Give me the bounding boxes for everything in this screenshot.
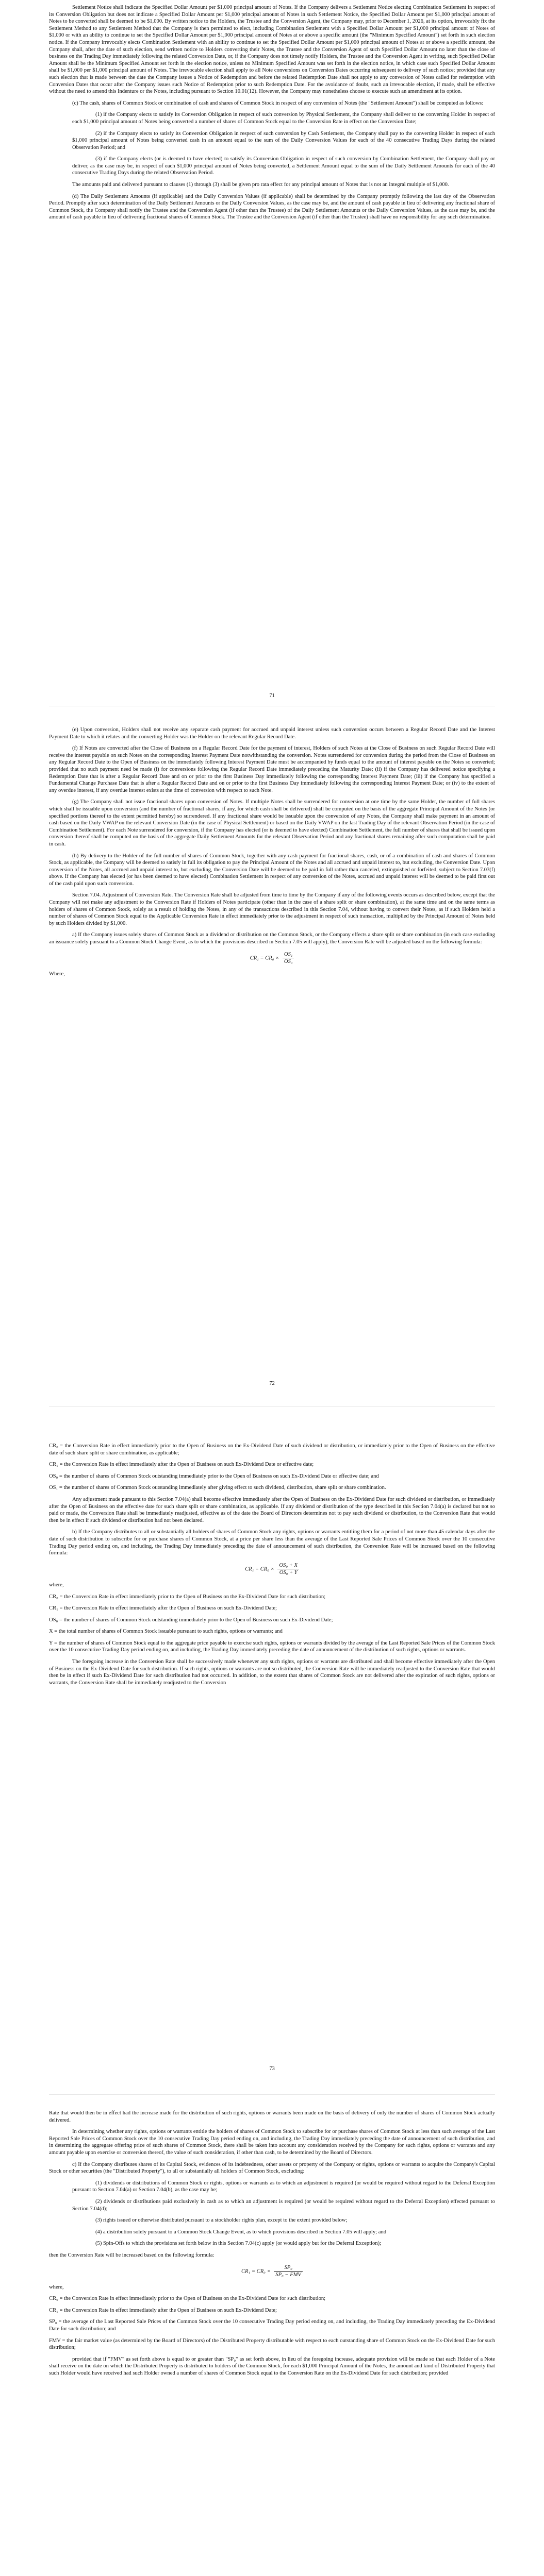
definition: FMV = the fair market value (as determined by the Board of Directors) of the Distributed Property distributable with respect to each outstanding share of Common Stock on the Ex-Dividend Date for such distribution; (49, 2337, 495, 2351)
page-divider (49, 1406, 495, 1407)
paragraph: Any adjustment made pursuant to this Section 7.04(a) shall become effective immediately after the Open of Business on the Ex-Dividend Date for such dividend or distribution, or immediately after the Open of Business on the effective date for such share split or share combination, as applicable. If any dividend or distribution of the type described in this Section 7.04(a) is declared but not so paid or made, the Conversion Rate shall be immediately readjusted, effective as of the date the Board of Directors determines not to pay such dividend or distribution, to the Conversion Rate that would then be in effect if such dividend or distribution had not been declared. (49, 1496, 495, 1523)
page-73-body (49, 1443, 495, 1691)
formula-denominator: OS₀ (284, 959, 293, 965)
formula-fraction (277, 1562, 299, 1577)
definition: CR₁ = the Conversion Rate in effect immediately after the Open of Business on such Ex-Dividend Date or effective date; (49, 1462, 314, 1468)
formula-lhs: CR₁ = CR₀ × (241, 2268, 271, 2275)
definition: SP₀ = the average of the Last Reported Sale Prices of the Common Stock over the 10 consecutive Trading Day period ending on, and including, the Trading Day immediately preceding the Ex-Dividend Date for such distribution; and (49, 2319, 495, 2332)
formula-share-dividend (49, 951, 495, 965)
definition: CR₁ = the Conversion Rate in effect immediately after the Open of Business on such Ex-Dividend Date; (49, 1605, 277, 1612)
paragraph: In determining whether any rights, options or warrants entitle the holders of shares of Common Stock to subscribe for or purchase shares of Common Stock at less than such average of the Last Reported Sale Prices of Common Stock over the 10 consecutive Trading Day period ending on, and including, the Trading Day immediately preceding the date of announcement of such distribution, and in determining the aggregate offering price of such shares of Common Stock, there shall be taken into account any consideration received by the Company for such rights, options or warrants and any amount payable upon exercise or conversion thereof, the value of such consideration, if other than cash, to be determined by the Board of Directors. (49, 2129, 495, 2156)
formula-lhs: CR₁ = CR₀ × (250, 955, 279, 961)
list-item: (3) rights issued or otherwise distributed pursuant to a stockholder rights plan, except to the extent provided below; (95, 2217, 348, 2224)
definition: CR₀ = the Conversion Rate in effect immediately prior to the Open of Business on the Ex-Dividend Date of such dividend or distribution, or immediately prior to the Open of Business on the effective date of such share split or share combination, as applicable; (49, 1443, 495, 1456)
list-item: (3) if the Company elects (or is deemed to have elected) to satisfy its Conversion Obligation in respect of such conversion by Combination Settlement, the Company shall pay or deliver, as the case may be, in respect of each $1,000 principal amount of Notes being converted, a Settlement Amount equal to the sum of the Daily Settlement Amounts for each of the 40 consecutive Trading Days during the related Observation Period. (72, 156, 495, 176)
paragraph: a) If the Company issues solely shares of Common Stock as a dividend or distribution on the Common Stock, or the Company effects a share split or share combination (in each case excluding an issuance solely pursuant to a Common Stock Change Event, as to which the provisions described in Section 7.05 will apply), the Conversion Rate will be adjusted based on the following formula: (49, 932, 495, 945)
paragraph: (e) Upon conversion, Holders shall not receive any separate cash payment for accrued and unpaid interest unless such conversion occurs between a Regular Record Date and the Interest Payment Date to which it relates and the converting Holder was the Holder on the relevant Regular Record Date. (49, 727, 495, 740)
page-number: 73 (269, 2066, 275, 2072)
formula-numerator: OS₀ + X (277, 1562, 299, 1570)
formula-fraction (274, 2264, 303, 2279)
definition: OS₁ = the number of shares of Common Stock outstanding immediately after giving effect to such dividend, distribution, share split or share combination. (49, 1485, 386, 1491)
formula-denominator: OS₀ + Y (279, 1570, 298, 1576)
list-item: (2) dividends or distributions paid exclusively in cash as to which an adjustment is required (or would be required without regard to the Deferral Exception) effected pursuant to Section 7.04(d); (72, 2198, 495, 2212)
formula-denominator: SP₀ − FMV (275, 2272, 301, 2278)
section-paragraph: Section 7.04. Adjustment of Conversion Rate. The Conversion Rate shall be adjusted from time to time by the Company if any of the following events occurs as described below, except that the Company will not make any adjustment to the Conversion Rate if Holders of Notes participate (other than in the case of a share split or share combination), at the same time and on the same terms as holders of shares of Common Stock, solely as a result of holding the Notes, in any of the transactions described in this Section 7.04, without having to convert their Notes, as if such Holders held a number of shares of Common Stock equal to the Applicable Conversion Rate in effect immediately prior to the adjustment in respect of such transaction, multiplied by the Principal Amount of Notes held by such Holders divided by $1,000. (49, 892, 495, 926)
formula-distributed-property (49, 2264, 495, 2279)
list-item: (5) Spin-Offs to which the provisions set forth below in this Section 7.04(c) apply (or would apply but for the Deferral Exception); (95, 2241, 382, 2247)
paragraph: Settlement Notice shall indicate the Specified Dollar Amount per $1,000 principal amount of Notes. If the Company delivers a Settlement Notice electing Combination Settlement in respect of its Conversion Obligation but does not indicate a Specified Dollar Amount per $1,000 principal amount of Notes in such Settlement Notice, the Specified Dollar Amount per $1,000 principal amount of Notes to be converted shall be deemed to be $1,000. By written notice to the Holders, the Trustee and the Conversion Agent, the Company may, prior to December 1, 2026, at its option, irrevocably fix the Settlement Method to any Settlement Method that the Company is then permitted to elect, including Combination Settlement with a Specified Dollar Amount per $1,000 principal amount of Notes of $1,000 or with an ability to continue to set the Specified Dollar Amount per $1,000 principal amount of Notes at or above a specific amount (the "Minimum Specified Amount") set forth in such election notice. If the Company irrevocably elects Combination Settlement with an ability to continue to set the Specified Dollar Amount per $1,000 principal amount of Notes at or above a specific amount, the Company shall, after the date of such election, send written notice to Holders converting their Notes, the Trustee and the Conversion Agent of such Specified Dollar Amount no later than the close of business on the Trading Day immediately following the related Conversion Date, or, if the Company does not timely notify Holders, the Trustee and the Conversion Agent in writing, such Specified Dollar Amount shall be the Minimum Specified Amount set forth in the election notice, unless no Minimum Specified Amount was set forth in the election notice, in which case such Specified Dollar Amount shall be $1,000 per $1,000 principal amount of Notes. The irrevocable election shall apply to all Note conversions on Conversion Dates occurring subsequent to delivery of such notice; provided that any such election that is made between the date the Company issues a Notice of Redemption and before the related Redemption Date shall not apply to any conversion of Notes called for redemption with Conversion Dates that occur after the Company issues such Notice of Redemption prior to such Redemption Date. For the avoidance of doubt, such an irrevocable election, if made, shall be effective without the need to amend this Indenture or the Notes, including pursuant to Section 10.01(12). However, the Company may nonetheless choose to execute such an amendment at its option. (49, 5, 495, 95)
definition: X = the total number of shares of Common Stock issuable pursuant to such rights, options or warrants; and (49, 1629, 283, 1635)
paragraph: provided that if "FMV" as set forth above is equal to or greater than "SP₀" as set forth above, in lieu of the foregoing increase, adequate provision will be made so that each Holder of a Note shall receive on the date on which the Distributed Property is distributed to holders of the Common Stock, for each $1,000 Principal Amount of the Notes, the amount and kind of Distributed Property that such Holder would have received had such Holder owned a number of shares of Common Stock equal to the Conversion Rate on the Ex-Dividend Date for such distribution; provided (49, 2356, 495, 2377)
formula-numerator: OS₁ (283, 951, 294, 959)
paragraph: b) If the Company distributes to all or substantially all holders of shares of Common Stock any rights, options or warrants entitling them for a period of not more than 45 calendar days after the date of such distribution to subscribe for or purchase shares of Common Stock, at a price per share less than the average of the Last Reported Sale Prices of Common Stock over the 10 consecutive Trading Day period ending on, and including, the Trading Day immediately preceding the date of announcement of such distribution, the Conversion Rate will be increased based on the following formula: (49, 1529, 495, 1556)
paragraph: The amounts paid and delivered pursuant to clauses (1) through (3) shall be given pro rata effect for any principal amount of Notes that is not an integral multiple of $1,000. (72, 182, 449, 188)
where-label: where, (49, 2284, 64, 2290)
where-label: where, (49, 1582, 64, 1588)
formula-fraction (283, 951, 294, 965)
definition: CR₁ = the Conversion Rate in effect immediately after the Open of Business on such Ex-Dividend Date; (49, 2307, 277, 2313)
paragraph: Rate that would then be in effect had the increase made for the distribution of such rights, options or warrants been made on the basis of delivery of only the number of shares of Common Stock actually delivered. (49, 2110, 495, 2123)
paragraph: (g) The Company shall not issue fractional shares upon conversion of Notes. If multiple Notes shall be surrendered for conversion at one time by the same Holder, the number of full shares which shall be issuable upon conversion (and the number of fractional shares, if any, for which cash shall be delivered) shall be computed on the basis of the aggregate Principal Amount of the Notes (or specified portions thereof to the extent permitted hereby) so surrendered. If any fractional share would be issuable upon the conversion of any Notes, the Company shall make payment in an amount of cash based on the Daily VWAP on the relevant Conversion Date (in the case of Physical Settlement) or based on the Daily VWAP on the last Trading Day of the relevant Observation Period (in the case of Combination Settlement). For each Note surrendered for conversion, if the Company has elected (or is deemed to have elected) Combination Settlement, the full number of shares that shall be issued upon conversion thereof shall be computed on the basis of the aggregate Daily Settlement Amounts for the relevant Observation Period and any fractional shares remaining after such computation shall be paid in cash. (49, 799, 495, 847)
paragraph: then the Conversion Rate will be increased based on the following formula: (49, 2252, 215, 2258)
definition: Y = the number of shares of Common Stock equal to the aggregate price payable to exercise such rights, options or warrants divided by the average of the Last Reported Sale Prices of the Common Stock over the 10 consecutive Trading Day period ending on, and including, the Trading Day immediately preceding the date of announcement of the distribution of such rights, options or warrants. (49, 1640, 495, 1653)
page-71-body (49, 4, 495, 226)
list-item: (4) a distribution solely pursuant to a Common Stock Change Event, as to which provisions described in Section 7.05 will apply; and (95, 2229, 387, 2235)
page-74-body (49, 2110, 495, 2382)
list-item: (2) if the Company elects to satisfy its Conversion Obligation in respect of such conversion by Cash Settlement, the Company shall pay to the converting Holder in respect of each $1,000 principal amount of Notes being converted cash in an amount equal to the sum of the Daily Conversion Values for each of the 40 consecutive Trading Days during the related Observation Period; and (72, 130, 495, 150)
page-number: 71 (269, 693, 275, 699)
page-72-body (49, 726, 495, 982)
paragraph: (c) The cash, shares of Common Stock or combination of cash and shares of Common Stock in respect of any conversion of Notes (the "Settlement Amount") shall be computed as follows: (72, 100, 484, 106)
paragraph: c) If the Company distributes shares of its Capital Stock, evidences of its indebtedness, other assets or property of the Company or rights, options or warrants to acquire the Company's Capital Stock or other securities (the "Distributed Property"), to all or substantially all holders of Common Stock, excluding: (49, 2161, 495, 2175)
list-item: (1) if the Company elects to satisfy its Conversion Obligation in respect of such conversion by Physical Settlement, the Company shall deliver to the converting Holder in respect of each $1,000 principal amount of Notes being converted a number of shares of Common Stock equal to the Conversion Rate in effect on the Conversion Date; (72, 112, 495, 125)
paragraph: (d) The Daily Settlement Amounts (if applicable) and the Daily Conversion Values (if applicable) shall be determined by the Company promptly following the last day of the Observation Period. Promptly after such determination of the Daily Settlement Amounts or the Daily Conversion Values, as the case may be, and the amount of cash payable in lieu of delivering any fractional share of Common Stock, the Company shall notify the Trustee and the Conversion Agent (if other than the Trustee) of the Daily Settlement Amounts or the Daily Conversion Values, as the case may be, and the amount of cash payable in lieu of delivering fractional shares of Common Stock. The Trustee and the Conversion Agent (if other than the Trustee) shall have no responsibility for any such determination. (49, 193, 495, 221)
definition: OS₀ = the number of shares of Common Stock outstanding immediately prior to the Open of Business on such Ex-Dividend Date or effective date; and (49, 1473, 379, 1479)
page-divider (49, 2094, 495, 2095)
formula-lhs: CR₁ = CR₀ × (245, 1566, 274, 1572)
formula-numerator: SP₀ (274, 2264, 303, 2272)
definition: OS₀ = the number of shares of Common Stock outstanding immediately prior to the Open of Business on such Ex-Dividend Date; (49, 1617, 333, 1623)
paragraph: The foregoing increase in the Conversion Rate shall be successively made whenever any such rights, options or warrants are distributed and shall become effective immediately after the Open of Business on the Ex-Dividend Date for such distribution. If such rights, options or warrants are not so distributed, the Conversion Rate will be immediately readjusted to the Conversion Rate that would then be in effect if such Ex-Dividend Date for such distribution had not occurred. In addition, to the extent that shares of Common Stock are not delivered after the expiration of such rights, options or warrants, the Conversion Rate shall be immediately readjusted to the Conversion (49, 1659, 495, 1686)
page-number: 72 (269, 1381, 275, 1386)
list-item: (1) dividends or distributions of Common Stock or rights, options or warrants as to which an adjustment is required (or would be required without regard to the Deferral Exception pursuant to Section 7.04(a) or Section 7.04(b), as the case may be; (72, 2180, 495, 2193)
definition: CR₀ = the Conversion Rate in effect immediately prior to the Open of Business on the Ex-Dividend Date for such distribution; (49, 2296, 326, 2302)
where-label: Where, (49, 971, 65, 977)
definition: CR₀ = the Conversion Rate in effect immediately prior to the Open of Business on the Ex-Dividend Date for such distribution; (49, 1594, 326, 1600)
paragraph: (h) By delivery to the Holder of the full number of shares of Common Stock, together with any cash payment for fractional shares, cash, or of a combination of cash and shares of Common Stock, as applicable, the Company will be deemed to satisfy in full its obligation to pay the Principal Amount of the Notes and all accrued and unpaid interest to, but excluding, the Conversion Date. Upon conversion of the Notes, all accrued and unpaid interest to, but excluding, the Conversion Date will be deemed to be paid in full rather than canceled, extinguished or forfeited, subject to Section 7.03(f) above. If the Company has elected (or has been deemed to have elected) Combination Settlement in respect of any conversion of the Notes, accrued and unpaid interest will be deemed to be paid first out of the cash paid upon such conversion. (49, 853, 495, 887)
paragraph: (f) If Notes are converted after the Close of Business on a Regular Record Date for the payment of interest, Holders of such Notes at the Close of Business on such Regular Record Date will receive the interest payable on such Notes on the corresponding Interest Payment Date notwithstanding the conversion. Notes surrendered for conversion during the period from the Close of Business on any Regular Record Date to the Open of Business on the immediately following Interest Payment Date must be accompanied by funds equal to the amount of interest payable on the Notes so converted; provided that no such payment need be made (i) for conversions following the Regular Record Date immediately preceding the Maturity Date; (ii) if the Company has delivered notice specifying a Redemption Date that is after a Regular Record Date and on or prior to the first Business Day immediately following the corresponding Interest Payment Date; (iii) if the Company has specified a Fundamental Change Purchase Date that is after a Regular Record Date and on or prior to the first Business Day immediately following the corresponding Interest Payment Date; or (iv) to the extent of any overdue interest, if any overdue interest exists at the time of conversion with respect to such Note. (49, 745, 495, 793)
formula-rights-distribution (49, 1562, 495, 1577)
